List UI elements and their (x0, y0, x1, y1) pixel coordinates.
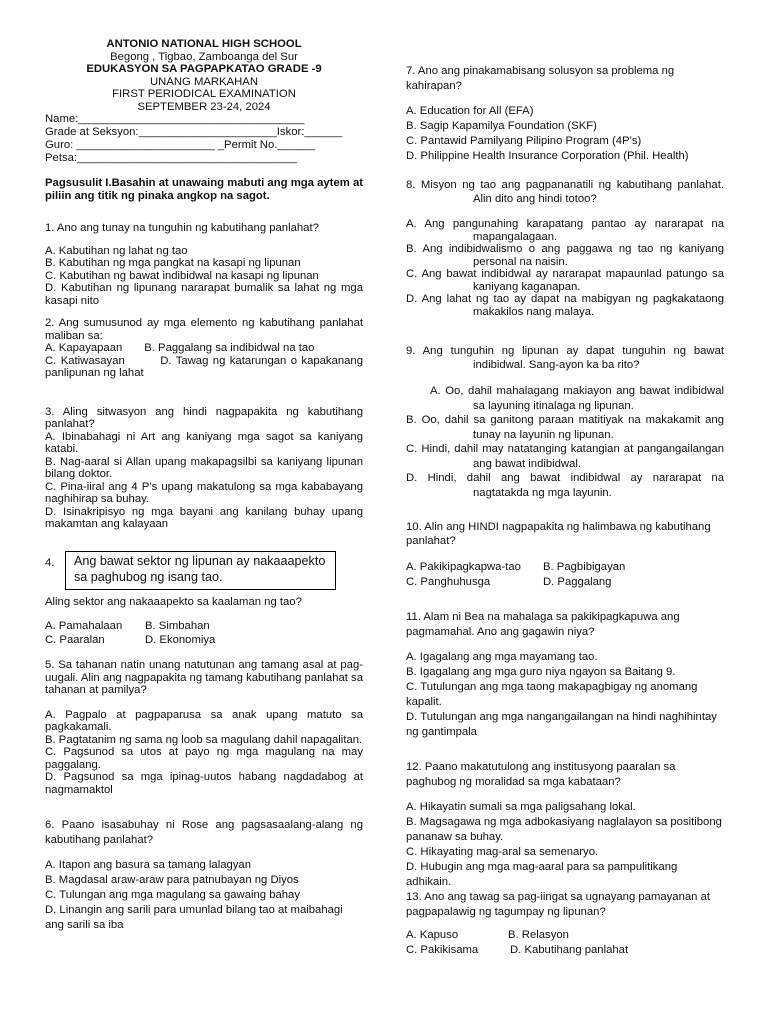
right-column (406, 64, 724, 958)
question-4 (45, 551, 363, 648)
option-c: C. Pina-iiral ang 4 P’s upang makatulong sa mga kababayang naghihirap sa buhay. (45, 480, 363, 505)
option-c: C. Tulungan ang mga magulang sa gawaing bahay (45, 889, 300, 901)
question-text: 10. Alin ang HINDI nagpapakita ng halimbawa ng kabutihang panlahat? (406, 521, 711, 547)
option-d: D. Pagsunod sa mga ipinag-uutos habang nagdadabog at nagmamaktol (45, 771, 363, 796)
option-c: C. Katiwasayan (45, 354, 125, 367)
option-a: A. Education for All (EFA) (406, 105, 534, 117)
question-number: 4. (45, 556, 55, 569)
question-12 (406, 760, 724, 890)
option-a: A. Kabutihan ng lahat ng tao (45, 244, 188, 257)
question-text: 7. Ano ang pinakamabisang solusyon sa problema ng kahirapan? (406, 65, 675, 92)
school-name: ANTONIO NATIONAL HIGH SCHOOL (106, 38, 302, 50)
option-b: B. Ang indibidwalismo o ang paggawa ng tao ng kaniyang personal na naisin. (406, 243, 724, 268)
option-d: D. Paggalang (543, 576, 612, 588)
question-5 (45, 659, 363, 796)
option-a: A. Igagalang ang mga mayamang tao. (406, 651, 598, 663)
question-7 (406, 64, 724, 164)
option-b: B. Relasyon (508, 929, 569, 941)
question-1 (45, 222, 363, 307)
teacher-field[interactable]: Guro: ______________________ _Permit No.______ (45, 139, 316, 151)
option-b: B. Magdasal araw-araw para patnubayan ng Diyos (45, 874, 299, 886)
question-text: 13. Ano ang tawag sa pag-iingat sa ugnayang pamayanan at pagpapalawig ng tagumpay ng lipunan? (406, 891, 710, 918)
instructions: Pagsusulit I.Basahin at unawaing mabuti ang mga aytem at piliin ang titik ng pinaka angkop na sagot. (45, 177, 363, 202)
name-field[interactable]: Name:____________________________________ (45, 113, 305, 125)
option-a: A. Pamahalaan (45, 620, 123, 632)
option-a: A. Itapon ang basura sa tamang lalagyan (45, 859, 251, 871)
question-text: 2. Ang sumusunod ay mga elemento ng kabutihang panlahat maliban sa: (45, 317, 363, 342)
option-d: D. Ekonomiya (145, 633, 216, 646)
option-d: D. Philippine Health Insurance Corporation (Phil. Health) (406, 150, 689, 162)
question-11 (406, 610, 724, 740)
option-c: C. Hindi, dahil may natatanging katangian at pangangailangan ang bawat indibidwal. (406, 443, 724, 470)
option-b: B. Pagtatanim ng sama ng loob sa magulang dahil napagalitan. (45, 733, 363, 746)
option-c: C. Ang bawat indibidwal ay nararapat mapaunlad patungo sa kaniyang kaganapan. (406, 268, 724, 293)
option-d: D. Kabutihan ng lipunang nararapat bumalik sa lahat ng mga kasapi nito (45, 282, 363, 307)
option-d: D. Ang lahat ng tao ay dapat na mabigyan ng pagkakataong makakilos nang malaya. (406, 293, 724, 318)
question-text: 3. Aling sitwasyon ang hindi nagpapakita ng kabutihang panlahat? (45, 405, 363, 430)
question-text: 5. Sa tahanan natin unang natutunan ang tamang asal at pag-uugali. Alin ang nagpapakita ng tamang kabutihang panlahat sa tahanan at pamilya? (45, 659, 363, 696)
option-d: D. Kabutihang panlahat (510, 944, 629, 956)
date-field[interactable]: Petsa:___________________________________ (45, 152, 297, 164)
option-a: A. Pagpalo at pagpaparusa sa anak upang matuto sa pagkakamali. (45, 708, 363, 733)
question-text: 11. Alam ni Bea na mahalaga sa pakikipagkapuwa ang pagmamahal. Ano ang gagawin niya? (406, 611, 680, 638)
grade-section-field[interactable]: Grade at Seksyon:______________________Iskor:______ (45, 126, 343, 138)
option-c: C. Pantawid Pamilyang Pilipino Program (4P’s) (406, 135, 642, 147)
option-a: A. Ang pangunahing karapatang pantao ay nararapat na mapangalagaan. (406, 218, 724, 243)
option-c: C. Paaralan (45, 633, 105, 646)
option-a: A. Ibinabahagi ni Art ang kaniyang mga sagot sa kaniyang katabi. (45, 430, 363, 455)
question-6 (45, 818, 363, 933)
school-address: Begong , Tigbao, Zamboanga del Sur (110, 50, 298, 63)
option-a: A. Oo, dahil mahalagang makiayon ang bawat indibidwal sa layuning itinalaga ng lipunan. (430, 385, 724, 412)
option-d: D. Hubugin ang mga mag-aaral para sa pampulitikang adhikain. (406, 861, 678, 888)
question-text: 1. Ano ang tunay na tunguhin ng kabutihang panlahat? (45, 222, 319, 234)
option-c: C. Kabutihan ng bawat indibidwal na kasapi ng lipunan (45, 269, 319, 282)
exam-date: SEPTEMBER 23-24, 2024 (137, 100, 271, 113)
option-a: A. Hikayatin sumali sa mga paligsahang lokal. (406, 801, 636, 813)
question-9 (406, 344, 724, 500)
question-text: 8. Misyon ng tao ang pagpananatili ng kabutihang panlahat. Alin dito ang hindi totoo? (406, 179, 724, 205)
option-d: D. Hindi, dahil ang bawat indibidwal ay nararapat na nagtatakda ng mga layunin. (406, 472, 724, 499)
statement-box: Ang bawat sektor ng lipunan ay nakaaapekto sa paghubog ng isang tao. (65, 551, 336, 590)
question-2 (45, 317, 363, 380)
option-d: D. Isinakripisyo ng mga bayani ang kanilang buhay upang makamtan ang kalayaan (45, 505, 363, 530)
option-a: A. Pakikipagkapwa-tao (406, 561, 521, 573)
exam-title: FIRST PERIODICAL EXAMINATION (112, 88, 296, 100)
question-8 (406, 178, 724, 318)
option-c: C. Pagsunod sa utos at payo ng mga magulang na may paggalang. (45, 746, 363, 771)
option-b: B. Kabutihan ng mga pangkat na kasapi ng lipunan (45, 257, 301, 269)
option-a: A. Kapuso (406, 929, 459, 941)
option-c: C. Pakikisama (406, 944, 479, 956)
question-13 (406, 890, 724, 958)
option-b: B. Pagbibigayan (543, 561, 626, 573)
option-a: A. Kapayapaan (45, 342, 123, 354)
option-b: B. Magsagawa ng mga adbokasiyang naglalayon sa positibong pananaw sa buhay. (406, 816, 722, 843)
option-d: D. Tawag ng katarungan o kapakanang panlipunan ng lahat (45, 354, 363, 379)
question-text: 9. Ang tunguhin ng lipunan ay dapat tunguhin ng bawat indibidwal. Sang-ayon ka ba rito? (406, 345, 724, 371)
question-text: 12. Paano makatutulong ang institusyong paaralan sa paghubog ng moralidad sa mga kabataan? (406, 761, 676, 788)
option-b: B. Paggalang sa indibidwal na tao (144, 342, 315, 354)
option-c: C. Panghuhusga (406, 576, 491, 588)
question-text: 6. Paano isasabuhay ni Rose ang pagsasaalang-alang ng kabutihang panlahat? (45, 819, 363, 846)
term: UNANG MARKAHAN (150, 75, 258, 88)
option-b: B. Igagalang ang mga guro niya ngayon sa Baitang 9. (406, 666, 676, 678)
question-10 (406, 520, 724, 590)
option-b: B. Nag-aaral si Allan upang makapagsilbi sa kaniyang lipunan bilang doktor. (45, 455, 363, 480)
question-text: Aling sektor ang nakaaapekto sa kaalaman ng tao? (45, 595, 302, 608)
option-b: B. Oo, dahil sa ganitong paraan matitiyak na makakamit ang tunay na layunin ng lipunan. (406, 414, 724, 441)
left-column (45, 38, 363, 933)
option-b: B. Simbahan (145, 620, 210, 632)
option-c: C. Tutulungan ang mga taong makapagbigay ng anomang kapalit. (406, 681, 698, 708)
question-3 (45, 406, 363, 531)
option-d: D. Tutulungan ang mga nangangailangan na hindi naghihintay ng gantimpala (406, 711, 717, 738)
option-d: D. Linangin ang sarili para umunlad bilang tao at maibahagi ang sarili sa iba (45, 904, 343, 931)
option-b: B. Sagip Kapamilya Foundation (SKF) (406, 120, 597, 132)
subject-title: EDUKASYON SA PAGPAPKATAO GRADE -9 (86, 63, 322, 75)
option-c: C. Hikayating mag-aral sa semenaryo. (406, 846, 599, 858)
